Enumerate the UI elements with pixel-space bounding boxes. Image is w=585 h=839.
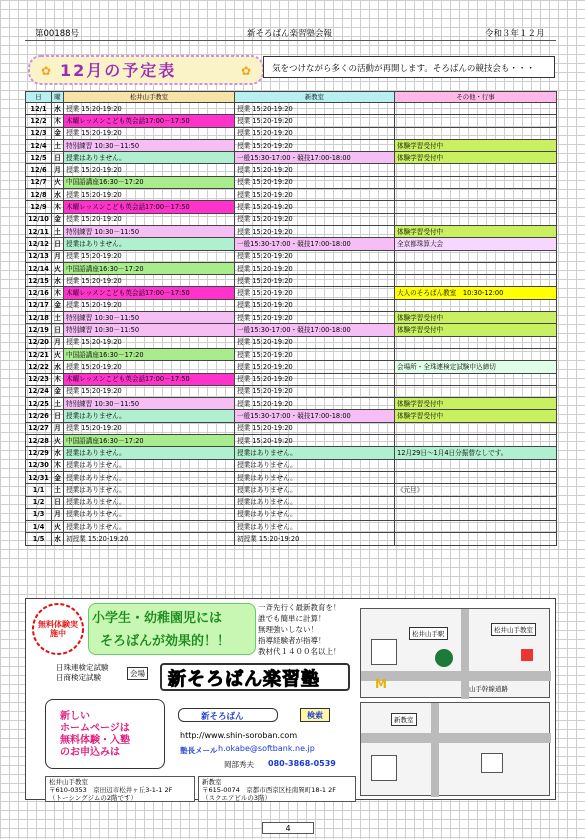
table-row — [26, 139, 557, 151]
new-school-cell: 授業はありません。 — [235, 484, 395, 496]
weekday-cell: 水 — [52, 447, 64, 459]
matsuiyamate-cell: 授業 15:20-19:20 — [64, 127, 235, 139]
table-row — [26, 164, 557, 176]
matsuiyamate-cell: 授業はありません。 — [64, 447, 235, 459]
event-cell — [395, 275, 557, 287]
weekday-cell: 木 — [52, 459, 64, 471]
event-cell — [395, 299, 557, 311]
table-row — [26, 385, 557, 397]
feature-item: 教材代１４００名以上！ — [258, 647, 341, 656]
event-cell — [395, 176, 557, 188]
event-cell: 体験学習受付中 — [395, 324, 557, 336]
weekday-cell: 月 — [52, 336, 64, 348]
table-row — [26, 176, 557, 188]
date-cell: 12/12 — [26, 238, 52, 250]
weekday-cell: 日 — [52, 410, 64, 422]
new-school-cell: 授業 15:20-19:20 — [235, 348, 395, 360]
feature-item: 一斉先行く最新教育を！ — [258, 603, 341, 612]
weekday-cell: 金 — [52, 385, 64, 397]
weekday-cell: 水 — [52, 275, 64, 287]
svg-text:✿: ✿ — [41, 64, 52, 78]
matsuiyamate-cell: 授業 15:20-19:20 — [64, 385, 235, 397]
map-matsuiyamate — [360, 608, 550, 698]
issue-date: 令和３年１２月 — [485, 29, 545, 39]
weekday-cell: 月 — [52, 422, 64, 434]
map-new-school — [360, 702, 550, 796]
address-b-line1: 〒615-0074 京都市西京区桂南巽町18-1 2F — [202, 786, 336, 794]
table-row — [26, 447, 557, 459]
matsuiyamate-cell: 木曜レッスンこども英会話17:00－17:50 — [64, 115, 235, 127]
matsuiyamate-cell: 中国語講座16:30－17:20 — [64, 262, 235, 274]
table-row — [26, 299, 557, 311]
svg-text:✿: ✿ — [241, 64, 252, 78]
event-cell — [395, 459, 557, 471]
map-road — [431, 703, 439, 797]
event-cell: 体験学習受付中 — [395, 139, 557, 151]
weekday-cell: 土 — [52, 484, 64, 496]
exam-line-2: 日商検定試験 — [56, 673, 101, 682]
event-cell — [395, 422, 557, 434]
new-school-cell: 授業 15:20-19:20 — [235, 115, 395, 127]
date-cell: 12/4 — [26, 139, 52, 151]
callout-homepage: ホームページは — [60, 723, 130, 734]
search-box[interactable] — [178, 708, 278, 722]
new-school-cell: 授業 15:20-19:20 — [235, 213, 395, 225]
event-cell: 12月29日～1月4日分振替なしです。 — [395, 447, 557, 459]
address-matsuiyamate — [45, 776, 195, 802]
matsuiyamate-cell: 中国語講座16:30－17:20 — [64, 176, 235, 188]
table-row — [26, 225, 557, 237]
event-cell: 大人のそろばん教室 10:30-12:00 — [395, 287, 557, 299]
table-row — [26, 213, 557, 225]
date-cell: 12/26 — [26, 410, 52, 422]
date-cell: 1/5 — [26, 533, 52, 545]
event-cell — [395, 508, 557, 520]
table-row — [26, 238, 557, 250]
date-cell: 12/7 — [26, 176, 52, 188]
event-cell — [395, 115, 557, 127]
event-cell: 体験学習受付中 — [395, 312, 557, 324]
date-cell: 12/5 — [26, 152, 52, 164]
weekday-cell: 土 — [52, 139, 64, 151]
header-divider — [25, 40, 556, 41]
weekday-cell: 木 — [52, 201, 64, 213]
column-header-matsuiyamate: 松井山手教室 — [64, 92, 235, 103]
weekday-cell: 火 — [52, 176, 64, 188]
event-cell: 《元旦》 — [395, 484, 557, 496]
new-school-cell: 授業 15:20-19:20 — [235, 398, 395, 410]
matsuiyamate-cell: 中国語講座16:30－17:20 — [64, 348, 235, 360]
date-cell: 12/27 — [26, 422, 52, 434]
table-row — [26, 373, 557, 385]
new-school-cell: 一般15:30-17:00・競技17:00-18:00 — [235, 410, 395, 422]
feature-item: 誰でも簡単に計算！ — [258, 614, 326, 623]
event-cell — [395, 435, 557, 447]
table-row — [26, 410, 557, 422]
school-marker-icon — [521, 649, 533, 661]
date-cell: 12/22 — [26, 361, 52, 373]
map-road — [361, 733, 551, 743]
newsletter-name: 新そろばん楽習塾会報 — [247, 29, 333, 39]
weekday-cell: 水 — [52, 361, 64, 373]
date-cell: 12/13 — [26, 250, 52, 262]
weekday-cell: 日 — [52, 152, 64, 164]
map-building-icon — [481, 753, 503, 773]
date-cell: 12/25 — [26, 398, 52, 410]
map-road — [461, 609, 469, 699]
matsuiyamate-cell: 特別練習 10:30－11:50 — [64, 324, 235, 336]
event-cell: 全京都珠算大会 — [395, 238, 557, 250]
column-header-day: 日 — [26, 92, 52, 103]
weekday-cell: 水 — [52, 189, 64, 201]
weekday-cell: 月 — [52, 250, 64, 262]
matsuiyamate-cell: 授業はありません。 — [64, 496, 235, 508]
weekday-cell: 水 — [52, 103, 64, 115]
address-new-school — [198, 776, 356, 802]
new-school-cell: 授業 15:20-19:20 — [235, 373, 395, 385]
table-row — [26, 521, 557, 533]
new-school-cell: 授業はありません。 — [235, 471, 395, 483]
event-cell: 体験学習受付中 — [395, 410, 557, 422]
column-header-weekday: 曜 — [52, 92, 64, 103]
map-road — [361, 671, 551, 681]
new-school-cell: 授業 15:20-19:20 — [235, 385, 395, 397]
new-school-cell: 授業 15:20-19:20 — [235, 361, 395, 373]
matsuiyamate-cell: 授業はありません。 — [64, 238, 235, 250]
weekday-cell: 火 — [52, 262, 64, 274]
matsuiyamate-cell: 授業 15:20-19:20 — [64, 250, 235, 262]
new-school-cell: 授業 15:20-19:20 — [235, 250, 395, 262]
weekday-cell: 木 — [52, 373, 64, 385]
address-a-line2: （トーシングジムの2階です） — [49, 794, 137, 802]
mail-address[interactable]: h.okabe@softbank.ne.jp — [218, 744, 315, 753]
matsuiyamate-cell: 初授業 15:20-19:20 — [64, 533, 235, 545]
date-cell: 12/23 — [26, 373, 52, 385]
matsuiyamate-cell: 授業 15:20-19:20 — [64, 422, 235, 434]
slogan-line-2: そろばんが効果的！！ — [100, 634, 231, 649]
event-cell — [395, 533, 557, 545]
address-b-title: 新教室 — [202, 778, 222, 786]
matsuiyamate-cell: 特別練習 10:30－11:50 — [64, 312, 235, 324]
date-cell: 12/30 — [26, 459, 52, 471]
table-header-row — [26, 92, 557, 103]
date-cell: 12/16 — [26, 287, 52, 299]
new-school-cell: 授業 15:20-19:20 — [235, 275, 395, 287]
matsuiyamate-cell: 特別練習 10:30－11:50 — [64, 398, 235, 410]
new-school-cell: 授業 15:20-19:20 — [235, 139, 395, 151]
table-row — [26, 484, 557, 496]
matsuiyamate-cell: 授業 15:20-19:20 — [64, 299, 235, 311]
weekday-cell: 水 — [52, 533, 64, 545]
badge-text: 無料体験実施中 — [38, 620, 78, 638]
matsuiyamate-cell: 授業 15:20-19:20 — [64, 164, 235, 176]
matsuiyamate-cell: 木曜レッスンこども英会話17:00－17:50 — [64, 201, 235, 213]
event-cell — [395, 348, 557, 360]
search-button[interactable]: 検索 — [300, 708, 330, 722]
new-school-cell: 一般15:30-17:00・競技17:00-18:00 — [235, 152, 395, 164]
event-cell: 体験学習受付中 — [395, 225, 557, 237]
owner-name: 岡部秀夫 — [224, 760, 254, 769]
map-road-label: 山手幹線道路 — [469, 685, 508, 693]
matsuiyamate-cell: 授業はありません。 — [64, 471, 235, 483]
table-row — [26, 324, 557, 336]
new-school-cell: 授業 15:20-19:20 — [235, 164, 395, 176]
matsuiyamate-cell: 授業 15:20-19:20 — [64, 189, 235, 201]
date-cell: 12/15 — [26, 275, 52, 287]
column-header-new-school: 新教室 — [235, 92, 395, 103]
event-cell: 会場所・全珠連検定試験申込締切 — [395, 361, 557, 373]
map-building-icon — [371, 755, 397, 781]
schedule-table — [25, 91, 557, 546]
table-row — [26, 459, 557, 471]
exam-line-1: 日珠連検定試験 — [56, 663, 109, 672]
issue-number: 第00188号 — [35, 29, 80, 39]
homepage-url[interactable]: http://www.shin-soroban.com — [180, 731, 298, 740]
new-school-cell: 授業 15:20-19:20 — [235, 299, 395, 311]
weekday-cell: 月 — [52, 508, 64, 520]
new-school-cell: 授業 15:20-19:20 — [235, 201, 395, 213]
event-cell — [395, 127, 557, 139]
new-school-cell: 授業 15:20-19:20 — [235, 103, 395, 115]
event-cell — [395, 471, 557, 483]
matsuiyamate-cell: 木曜レッスンこども英会話17:00－17:50 — [64, 373, 235, 385]
table-row — [26, 127, 557, 139]
weekday-cell: 日 — [52, 496, 64, 508]
address-a-line1: 〒610-0353 京田辺市松井ヶ丘3-1-1 2F — [49, 786, 173, 794]
date-cell: 12/31 — [26, 471, 52, 483]
weekday-cell: 火 — [52, 348, 64, 360]
new-school-cell: 授業 15:20-19:20 — [235, 225, 395, 237]
table-row — [26, 287, 557, 299]
new-school-cell: 授業はありません。 — [235, 496, 395, 508]
matsuiyamate-cell: 特別練習 10:30－11:50 — [64, 139, 235, 151]
new-school-cell: 授業はありません。 — [235, 508, 395, 520]
table-row — [26, 103, 557, 115]
matsuiyamate-cell: 授業はありません。 — [64, 521, 235, 533]
date-cell: 12/14 — [26, 262, 52, 274]
new-school-cell: 授業 15:20-19:20 — [235, 262, 395, 274]
event-cell — [395, 385, 557, 397]
new-school-cell: 授業 15:20-19:20 — [235, 287, 395, 299]
matsuiyamate-cell: 授業はありません。 — [64, 152, 235, 164]
event-cell: 体験学習受付中 — [395, 152, 557, 164]
weekday-cell: 金 — [52, 213, 64, 225]
map-school-label: 松井山手教室 — [491, 623, 536, 636]
weekday-cell: 日 — [52, 324, 64, 336]
matsuiyamate-cell: 授業 15:20-19:20 — [64, 336, 235, 348]
date-cell: 1/1 — [26, 484, 52, 496]
weekday-cell: 土 — [52, 225, 64, 237]
table-row — [26, 471, 557, 483]
feature-list — [258, 602, 358, 657]
matsuiyamate-cell: 授業 15:20-19:20 — [64, 275, 235, 287]
matsuiyamate-cell: 授業 15:20-19:20 — [64, 361, 235, 373]
matsuiyamate-cell: 中国語講座16:30－17:20 — [64, 435, 235, 447]
event-cell — [395, 213, 557, 225]
date-cell: 12/10 — [26, 213, 52, 225]
event-cell — [395, 164, 557, 176]
page-number: 4 — [262, 822, 314, 834]
map-building-icon — [371, 639, 397, 665]
event-cell — [395, 103, 557, 115]
address-b-line2: （スクエアビルの3階） — [202, 794, 272, 802]
date-cell: 12/2 — [26, 115, 52, 127]
new-school-cell: 授業 15:20-19:20 — [235, 189, 395, 201]
date-cell: 1/2 — [26, 496, 52, 508]
feature-item: 指導経験者が指導！ — [258, 636, 326, 645]
date-cell: 1/4 — [26, 521, 52, 533]
event-cell — [395, 336, 557, 348]
event-cell — [395, 262, 557, 274]
date-cell: 12/3 — [26, 127, 52, 139]
map2-school-label: 新教室 — [391, 713, 417, 726]
callout-new: 新しい — [60, 711, 90, 722]
map-station-label: 松井山手駅 — [409, 627, 448, 640]
weekday-cell: 土 — [52, 398, 64, 410]
weekday-cell: 月 — [52, 164, 64, 176]
new-school-cell: 授業 15:20-19:20 — [235, 336, 395, 348]
table-row — [26, 435, 557, 447]
matsuiyamate-cell: 木曜レッスンこども英会話17:00－17:50 — [64, 287, 235, 299]
matsuiyamate-cell: 特別練習 10:30－11:50 — [64, 225, 235, 237]
date-cell: 12/17 — [26, 299, 52, 311]
callout-apply: のお申込みは — [60, 747, 120, 758]
announcement-message: 気をつけながら多くの活動が再開します。そろばんの競技会も・・・ — [263, 56, 555, 78]
table-row — [26, 152, 557, 164]
date-cell: 12/9 — [26, 201, 52, 213]
matsuiyamate-cell: 授業はありません。 — [64, 508, 235, 520]
date-cell: 12/24 — [26, 385, 52, 397]
exam-info — [56, 663, 109, 683]
table-row — [26, 275, 557, 287]
new-school-cell: 授業 15:20-19:20 — [235, 422, 395, 434]
new-school-cell: 一般15:30-17:00・競技17:00-18:00 — [235, 324, 395, 336]
date-cell: 1/3 — [26, 508, 52, 520]
new-school-cell: 授業 15:20-19:20 — [235, 312, 395, 324]
weekday-cell: 木 — [52, 115, 64, 127]
date-cell: 12/6 — [26, 164, 52, 176]
event-cell — [395, 373, 557, 385]
new-school-cell: 授業はありません。 — [235, 447, 395, 459]
date-cell: 12/20 — [26, 336, 52, 348]
new-school-cell: 授業はありません。 — [235, 521, 395, 533]
event-cell — [395, 521, 557, 533]
address-a-title: 松井山手教室 — [49, 778, 88, 786]
table-row — [26, 262, 557, 274]
new-school-cell: 授業 15:20-19:20 — [235, 435, 395, 447]
new-school-cell: 一般15:30-17:00・競技17:00-18:00 — [235, 238, 395, 250]
matsuiyamate-cell: 授業はありません。 — [64, 484, 235, 496]
table-row — [26, 189, 557, 201]
weekday-cell: 金 — [52, 471, 64, 483]
table-row — [26, 422, 557, 434]
table-row — [26, 250, 557, 262]
search-term: 新そろばん — [201, 712, 244, 722]
new-school-cell: 授業 15:20-19:20 — [235, 127, 395, 139]
event-cell — [395, 189, 557, 201]
callout-text — [60, 711, 130, 759]
matsuiyamate-cell: 授業はありません。 — [64, 459, 235, 471]
weekday-cell: 金 — [52, 127, 64, 139]
weekday-cell: 火 — [52, 521, 64, 533]
table-row — [26, 496, 557, 508]
callout-free-trial: 無料体験・入塾 — [60, 735, 130, 746]
date-cell: 12/19 — [26, 324, 52, 336]
column-header-events: その他・行事 — [395, 92, 557, 103]
date-cell: 12/11 — [26, 225, 52, 237]
table-row — [26, 533, 557, 545]
table-row — [26, 115, 557, 127]
feature-item: 無理強いしない！ — [258, 625, 318, 634]
new-school-cell: 授業はありません。 — [235, 459, 395, 471]
phone-number[interactable]: 080-3868-0539 — [268, 759, 336, 768]
date-cell: 12/21 — [26, 348, 52, 360]
date-cell: 12/8 — [26, 189, 52, 201]
weekday-cell: 日 — [52, 238, 64, 250]
mail-label: 塾長メール — [180, 746, 218, 755]
matsuiyamate-cell: 授業 15:20-19:20 — [64, 213, 235, 225]
date-cell: 12/18 — [26, 312, 52, 324]
date-cell: 12/29 — [26, 447, 52, 459]
event-cell — [395, 496, 557, 508]
table-row — [26, 361, 557, 373]
restaurant-icon: M — [375, 677, 387, 691]
cafe-icon — [435, 649, 453, 667]
school-name: 新そろばん楽習塾 — [168, 669, 320, 690]
slogan-line-1: 小学生・幼稚園児には — [92, 611, 223, 626]
weekday-cell: 木 — [52, 287, 64, 299]
event-cell: 体験学習受付中 — [395, 398, 557, 410]
table-row — [26, 348, 557, 360]
event-cell — [395, 201, 557, 213]
date-cell: 12/1 — [26, 103, 52, 115]
table-row — [26, 312, 557, 324]
weekday-cell: 火 — [52, 435, 64, 447]
date-cell: 12/28 — [26, 435, 52, 447]
exam-venue-tag: 会場 — [127, 667, 148, 680]
matsuiyamate-cell: 授業はありません。 — [64, 410, 235, 422]
table-row — [26, 336, 557, 348]
new-school-cell: 授業 15:20-19:20 — [235, 176, 395, 188]
table-row — [26, 201, 557, 213]
event-cell — [395, 250, 557, 262]
new-school-cell: 初授業 15:20-19:20 — [235, 533, 395, 545]
weekday-cell: 金 — [52, 299, 64, 311]
table-row — [26, 398, 557, 410]
page-title: 12月の予定表 — [60, 61, 177, 80]
matsuiyamate-cell: 授業 15:20-19:20 — [64, 103, 235, 115]
table-row — [26, 508, 557, 520]
weekday-cell: 土 — [52, 312, 64, 324]
